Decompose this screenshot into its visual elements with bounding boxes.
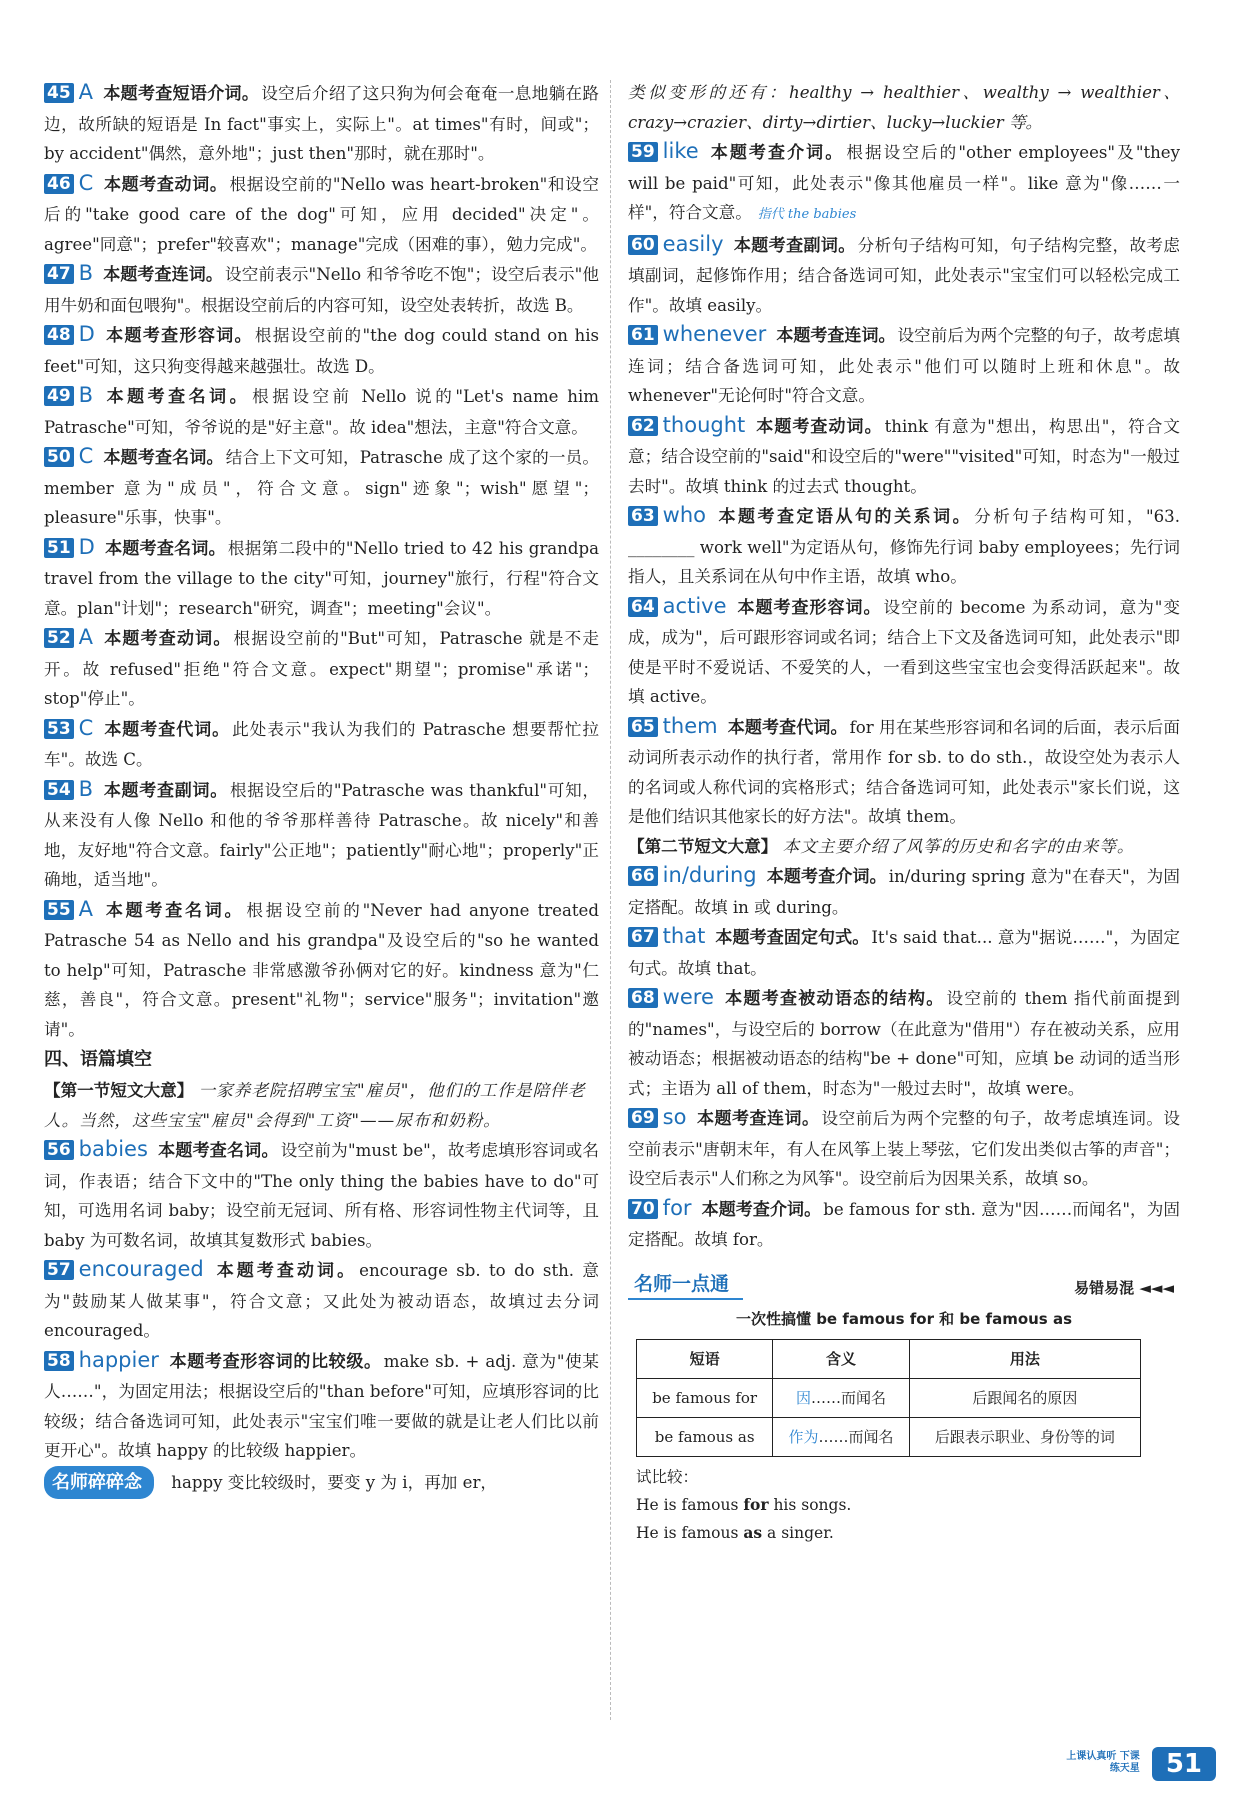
answer-explanation: make sb. + adj. 意为"使某人……"，为固定用法；根据设空后的"than before"可知，应填形容词的比较级；结合备选词可知，此处表示"宝宝们唯一要做的就是让老人们比以前更开心"。故填 happy 的比较级 happier。 [44, 1351, 599, 1460]
answer-key: encouraged [78, 1257, 204, 1281]
question-number: 45 [44, 83, 74, 103]
tip-badge: 名师碎碎念 [44, 1466, 154, 1500]
answer-explanation: It's said that... 意为"据说……"，为固定句式。故填 that。 [628, 928, 1181, 978]
answer-topic: 本题考查动词。 [755, 416, 883, 437]
answer-explanation: encourage sb. to do sth. 意为"鼓励某人做某事"，符合文意；又此处为被动语态，故填过去分词 encouraged。 [44, 1261, 600, 1340]
answer-item [44, 1346, 599, 1466]
example-keyword: for [743, 1494, 769, 1514]
answer-key: them [662, 713, 718, 738]
answer-topic: 本题考查介词。 [766, 867, 887, 887]
answer-key: C [78, 170, 94, 195]
left-answer-list-2 [44, 1135, 599, 1466]
answer-explanation: 根据设空后的"Patrasche was thankful"可知，从来没有人像 Nello 和他的爷爷那样善待 Patrasche。故 nicely"和善地，友好地"符合文意。fairly"公正地"；patiently"耐心地"；properly"正确地，适当地"。 [44, 780, 599, 889]
question-number: 46 [44, 174, 74, 194]
answer-topic: 本题考查短语介词。 [103, 84, 260, 104]
answer-item [628, 983, 1180, 1103]
answer-topic: 本题考查被动语态的结构。 [723, 989, 945, 1009]
answer-topic: 本题考查代词。 [103, 719, 231, 740]
answer-key: active [662, 593, 727, 618]
example-post: his songs. [768, 1495, 852, 1514]
answer-item [44, 259, 599, 320]
answer-topic: 本题考查连词。 [696, 1109, 820, 1129]
answer-item [628, 1103, 1180, 1194]
answer-item [628, 137, 1180, 230]
question-number: 65 [628, 717, 658, 737]
answer-key: were [662, 985, 714, 1009]
answer-topic: 本题考查固定句式。 [715, 928, 870, 948]
table-header: 短语 [637, 1339, 773, 1378]
page-footer [1066, 1747, 1216, 1781]
gist-heading: 【第二节短文大意】 [628, 836, 778, 856]
answer-item [628, 592, 1180, 712]
answer-item [44, 623, 599, 714]
table-row [637, 1417, 1141, 1456]
passage-gist-2 [628, 832, 1180, 862]
answer-item [44, 78, 599, 169]
answer-item [628, 230, 1180, 321]
answer-key: B [78, 383, 94, 407]
answer-explanation: 此处表示"我认为我们的 Patrasche 想要帮忙拉车"。故选 C。 [44, 719, 599, 769]
answer-key: C [78, 444, 94, 468]
answer-item [44, 381, 599, 442]
question-number: 60 [628, 235, 658, 255]
answer-explanation: 根据设空前的"Nello was heart-broken"和设空后的"take good care of the dog"可知，应用 decided"决定"。agree"同意"；prefer"较喜欢"；manage"完成（困难的事），勉力完成"。 [44, 174, 600, 254]
answer-explanation: 设空前的 them 指代前面提到的"names"，与设空后的 borrow（在此意为"借用"）存在被动关系，应用被动语态；根据被动语态的结构"be + done"可知，应填 be 动词的适当形式；主语为 all of them，时态为"一般过去时"，故填 were。 [628, 989, 1180, 1098]
answer-topic: 本题考查定语从句的关系词。 [716, 507, 973, 527]
answer-item [44, 169, 599, 260]
left-column [44, 78, 599, 1499]
question-number: 55 [44, 900, 74, 920]
answer-topic: 本题考查形容词。 [104, 326, 253, 346]
meaning-rest: ……而闻名 [811, 1389, 887, 1407]
gist-heading: 【第一节短文大意】 [44, 1081, 194, 1100]
usage-cell: 后跟表示职业、身份等的词 [909, 1417, 1140, 1456]
answer-item [628, 861, 1180, 922]
tip-box-title: 一次性搞懂 be famous for 和 be famous as [735, 1309, 1073, 1328]
answer-explanation: 根据设空前的"Never had anyone treated Patrasche 54 as Nello and his grandpa"及设空后的"so he wanted to help"可知，Patrasche 非常感激爷孙俩对它的好。kindness 意为"仁慈，善良"，符合文意。present"礼物"；service"服务"；invitation"邀请"。 [44, 900, 599, 1039]
comparison-table [636, 1339, 1141, 1457]
famous-tip-box [628, 1269, 1180, 1547]
answer-topic: 本题考查名词。 [104, 538, 226, 559]
answer-key: D [78, 322, 95, 346]
answer-item [44, 775, 599, 895]
answer-explanation: 根据设空前的"But"可知，Patrasche 就是不走开。故 refused"拒绝"符合文意。expect"期望"；promise"承诺"；stop"停止"。 [44, 629, 600, 708]
answer-explanation: 分析句子结构可知，"63. ________ work well"为定语从句，修饰先行词 baby employees；先行词指人，且关系词在从句中作主语，故填 who。 [628, 507, 1181, 586]
phrase-cell: be famous for [637, 1378, 773, 1417]
answer-topic: 本题考查介词。 [701, 1199, 822, 1220]
meaning-cell [773, 1378, 909, 1417]
phrase-cell: be famous as [637, 1417, 773, 1456]
answer-explanation: for 用在某些形容词和名词的后面，表示后面动词所表示动作的执行者，常用作 for sb. to do sth.，故设空处为表示人的名词或人称代词的宾格形式；结合备选词可知，此处表示"家长们说，这是他们结识其他家长的好方法"。故填 them。 [628, 717, 1181, 826]
answer-topic: 本题考查动词。 [213, 1261, 358, 1281]
footer-slogan: 上课认真听 下课练天星 [1066, 1751, 1140, 1774]
meaning-key: 作为 [788, 1428, 819, 1446]
passage-gist-1 [44, 1076, 599, 1135]
answer-item [628, 922, 1180, 983]
example-sentence [636, 1519, 1180, 1547]
example-sentence [636, 1491, 1180, 1519]
answer-topic: 本题考查副词。 [103, 780, 228, 801]
answer-topic: 本题考查名词。 [103, 900, 245, 921]
answer-key: B [78, 261, 94, 285]
question-number: 62 [628, 416, 658, 436]
answer-explanation: 设空后介绍了这只狗为何会奄奄一息地躺在路边，故所缺的短语是 In fact"事实上，实际上"。at times"有时，间或"；by accident"偶然，意外地"；just then"那时，就在那时"。 [44, 84, 600, 163]
table-header: 用法 [909, 1339, 1140, 1378]
answer-item [44, 442, 599, 533]
answer-explanation: 结合上下文可知，Patrasche 成了这个家的一员。member 意为"成员"，符合文意。sign"迹象"；wish"愿望"；pleasure"乐事，快事"。 [44, 448, 600, 527]
continued-text: 类似变形的还有：healthy → healthier、wealthy → wealthier、crazy→crazier、dirty→dirtier、lucky→luckier 等。 [628, 83, 1180, 132]
handwritten-note: 指代 the babies [757, 207, 857, 222]
question-number: 51 [44, 538, 74, 558]
gist-text: 本文主要介绍了风筝的历史和名字的由来等。 [782, 836, 1135, 856]
answer-explanation: 根据设空后的"other employees"及"they will be paid"可知，此处表示"像其他雇员一样"。like 意为"像……一样"，符合文意。 [628, 143, 1180, 222]
question-number: 69 [628, 1108, 658, 1128]
answer-topic: 本题考查名词。 [157, 1141, 279, 1161]
answer-key: so [662, 1105, 687, 1129]
answer-item [44, 1255, 599, 1346]
answer-explanation: 根据第二段中的"Nello tried to 42 his grandpa travel from the village to the city"可知，journey"旅行，行程"符合文意。plan"计划"；research"研究，调查"；meeting"会议"。 [44, 538, 600, 618]
question-number: 64 [628, 597, 658, 617]
question-number: 66 [628, 866, 658, 886]
answer-explanation: 根据设空前的"the dog could stand on his feet"可知，这只狗变得越来越强壮。故选 D。 [44, 326, 600, 376]
question-number: 52 [44, 628, 74, 648]
question-number: 59 [628, 142, 658, 162]
answer-item [44, 895, 599, 1045]
answer-key: that [662, 924, 706, 948]
answer-explanation: 分析句子结构可知，句子结构完整，故考虑填副词，起修饰作用；结合备选词可知，此处表示"宝宝们可以轻松完成工作"。故填 easily。 [628, 235, 1181, 315]
question-number: 67 [628, 927, 658, 947]
question-number: 58 [44, 1351, 74, 1371]
answer-item [44, 533, 599, 624]
right-answer-list-2 [628, 861, 1180, 1255]
answer-key: A [78, 625, 94, 649]
example-keyword: as [743, 1522, 763, 1542]
meaning-cell [773, 1417, 909, 1456]
answer-topic: 本题考查名词。 [103, 448, 224, 468]
question-number: 68 [628, 988, 658, 1008]
answer-key: A [78, 896, 94, 921]
column-divider [610, 80, 611, 1720]
answer-key: for [662, 1195, 692, 1220]
answer-explanation: 设空前为"must be"，故考虑填形容词或名词，作表语；结合下文中的"The only thing the babies have to do"可知，可选用名词 baby；设空前无冠词、所有格、形容词性物主代词等，且 baby 为可数名词，故填其复数形式 babies。 [44, 1141, 600, 1250]
answer-key: B [78, 776, 94, 801]
question-number: 53 [44, 719, 74, 739]
tip-text: happy 变比较级时，要变 y 为 i，再加 er， [171, 1472, 498, 1492]
answer-item [44, 1135, 599, 1255]
question-number: 50 [44, 447, 74, 467]
answer-explanation: think 有意为"想出，构思出"，符合文意；结合设空前的"said"和设空后的"were""visited"可知，时态为"一般过去时"。故填 think 的过去式 thought。 [628, 416, 1180, 496]
answer-topic: 本题考查副词。 [733, 235, 856, 256]
question-number: 54 [44, 780, 74, 800]
section-title: 四、语篇填空 [44, 1049, 152, 1070]
answer-item [628, 501, 1180, 592]
answer-explanation: 设空前的 become 为系动词，意为"变成，成为"，后可跟形容词或名词；结合上下文及备选词可知，此处表示"即使是平时不爱说话、不爱笑的人，一看到这些宝宝也会变得活跃起来"。故填 active。 [628, 597, 1181, 706]
meaning-rest: ……而闻名 [818, 1428, 894, 1446]
answer-key: C [78, 715, 94, 740]
answer-item [628, 320, 1180, 411]
question-number: 63 [628, 506, 658, 526]
example-post: a singer. [762, 1523, 834, 1542]
question-number: 61 [628, 325, 658, 345]
answer-topic: 本题考查代词。 [727, 717, 848, 738]
meaning-key: 因 [796, 1389, 812, 1407]
question-number: 70 [628, 1199, 658, 1219]
table-header: 含义 [773, 1339, 909, 1378]
answer-key: babies [78, 1137, 148, 1161]
page-number: 51 [1152, 1747, 1216, 1781]
answer-topic: 本题考查形容词。 [736, 597, 882, 618]
question-number: 49 [44, 386, 74, 406]
compare-label: 试比较： [636, 1467, 699, 1486]
answer-key: easily [662, 231, 724, 256]
answer-key: whenever [662, 322, 767, 346]
answer-item [44, 320, 599, 381]
answer-key: like [662, 139, 699, 163]
answer-explanation: be famous for sth. 意为"因……而闻名"，为固定搭配。故填 for。 [628, 1199, 1181, 1249]
left-answer-list [44, 78, 599, 1044]
answer-topic: 本题考查名词。 [103, 387, 251, 407]
answer-item [44, 714, 599, 775]
teacher-tip [44, 1466, 599, 1500]
answer-item [628, 411, 1180, 502]
answer-explanation: in/during spring 意为"在春天"，为固定搭配。故填 in 或 during。 [628, 867, 1180, 917]
mix-label: 易错易混 ◄◄◄ [1074, 1278, 1174, 1297]
tip-tab: 名师一点通 [628, 1269, 743, 1300]
gist-text: 一家养老院招聘宝宝"雇员"，他们的工作是陪伴老人。当然，这些宝宝"雇员"会得到"工资"——尿布和奶粉。 [44, 1081, 586, 1130]
answer-key: D [78, 534, 95, 559]
question-number: 56 [44, 1140, 74, 1160]
answer-topic: 本题考查介词。 [708, 143, 845, 163]
answer-key: happier [78, 1347, 159, 1372]
question-number: 47 [44, 264, 74, 284]
answer-topic: 本题考查连词。 [103, 265, 224, 285]
answer-key: A [78, 80, 94, 104]
answer-topic: 本题考查动词。 [103, 629, 232, 649]
answer-explanation: 设空前表示"Nello 和爷爷吃不饱"；设空后表示"他用牛奶和面包喂狗"。根据设空前后的内容可知，设空处表转折，故选 B。 [44, 265, 599, 315]
answer-topic: 本题考查连词。 [776, 326, 896, 346]
answer-topic: 本题考查动词。 [103, 174, 228, 195]
usage-cell: 后跟闻名的原因 [909, 1378, 1140, 1417]
answer-item [628, 1194, 1180, 1255]
answer-explanation: 设空前后为两个完整的句子，故考虑填连词；结合备选词可知，此处表示"他们可以随时上班和休息"。故 whenever"无论何时"符合文意。 [628, 326, 1180, 405]
example-pre: He is famous [636, 1523, 744, 1542]
answer-topic: 本题考查形容词的比较级。 [168, 1351, 382, 1372]
example-pre: He is famous [636, 1495, 744, 1514]
question-number: 57 [44, 1260, 74, 1280]
right-answer-list [628, 137, 1180, 832]
right-column [628, 78, 1180, 1547]
answer-key: thought [662, 412, 746, 437]
answer-explanation: 根据设空前 Nello 说的"Let's name him Patrasche"可知，爷爷说的是"好主意"。故 idea"想法，主意"符合文意。 [44, 387, 600, 437]
table-row [637, 1378, 1141, 1417]
answer-explanation: 设空前后为两个完整的句子，故考虑填连词。设空前表示"唐朝末年，有人在风筝上装上琴弦，它们发出类似古筝的声音"；设空后表示"人们称之为风筝"。设空前后为因果关系，故填 so。 [628, 1109, 1181, 1188]
answer-key: who [662, 503, 707, 527]
question-number: 48 [44, 325, 74, 345]
answer-key: in/during [662, 863, 757, 887]
answer-item [628, 712, 1180, 832]
